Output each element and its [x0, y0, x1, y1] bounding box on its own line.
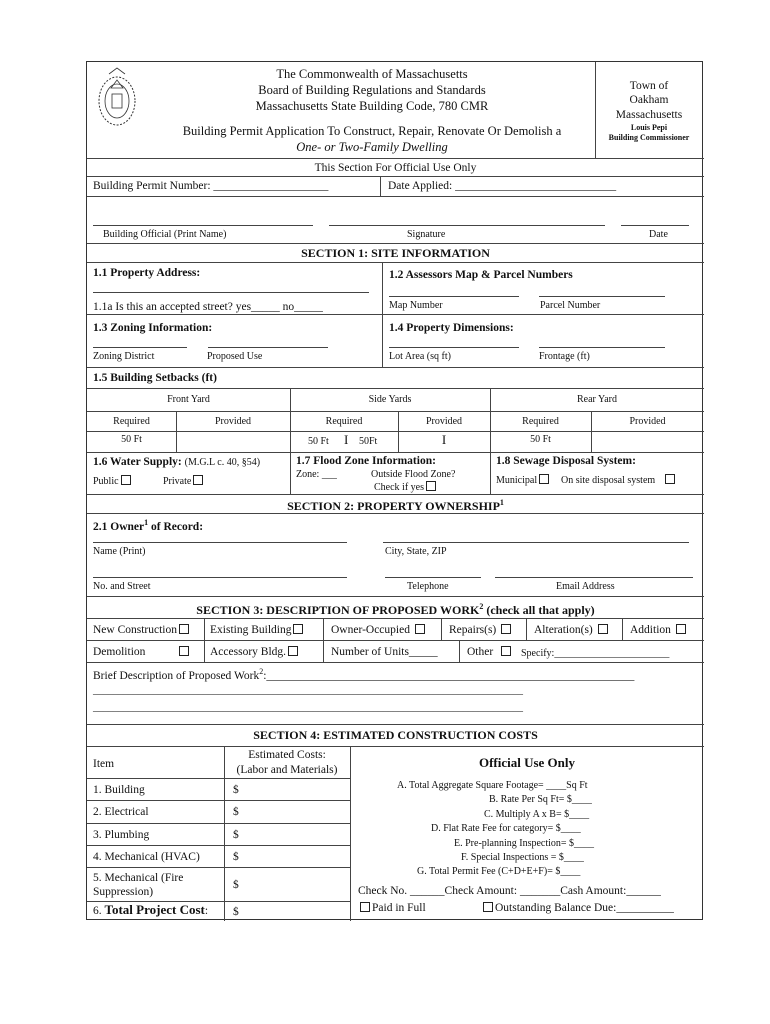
cost-item-electrical: 2. Electrical [93, 806, 149, 818]
owner-label: 2.1 Owner [93, 520, 145, 533]
side-required-value-2[interactable]: 50Ft [359, 436, 378, 447]
owner-name-line[interactable] [93, 542, 347, 543]
commissioner-title: Building Commissioner [608, 133, 690, 142]
demolition-option[interactable] [93, 645, 191, 659]
accepted-street-question[interactable]: 1.1a Is this an accepted street? yes_____ no_____ [93, 301, 323, 313]
repairs-option[interactable] [449, 623, 513, 637]
front-yard-label: Front Yard [167, 394, 210, 405]
town-line-3: Massachusetts [615, 109, 683, 121]
other-option[interactable] [467, 645, 513, 659]
municipal-label: Municipal [496, 475, 538, 486]
official-use-only-heading: Official Use Only [478, 755, 576, 770]
cost-item-total [93, 903, 208, 918]
onsite-option[interactable] [561, 474, 677, 488]
onsite-label: On site disposal system [561, 475, 656, 486]
dimensions-label: 1.4 Property Dimensions: [389, 322, 514, 334]
sewage-label: 1.8 Sewage Disposal System: [496, 455, 636, 467]
new-construction-label: New Construction [93, 624, 178, 636]
owner-of-record-label [93, 516, 203, 534]
owner-city-label: City, State, ZIP [385, 546, 447, 557]
description-line-2[interactable]: ______________________________________________________________________________________ [93, 685, 523, 696]
onsite-checkbox[interactable] [665, 474, 675, 484]
alterations-checkbox[interactable] [598, 624, 608, 634]
header-line-3: Massachusetts State Building Code, 780 CMR [255, 99, 489, 113]
side-yards-label: Side Yards [368, 394, 412, 405]
commonwealth-seal-icon [95, 66, 139, 128]
labor-materials-header: (Labor and Materials) [236, 764, 338, 776]
header-line-2: Board of Building Regulations and Standards [258, 83, 486, 97]
section4-heading: SECTION 4: ESTIMATED CONSTRUCTION COSTS [253, 728, 538, 742]
front-required-value[interactable]: 50 Ft [121, 434, 142, 445]
cost-item-plumbing: 3. Plumbing [93, 829, 150, 841]
addition-label: Addition [630, 624, 671, 636]
paid-in-full-label: Paid in Full [372, 902, 426, 914]
demolition-label: Demolition [93, 646, 146, 658]
cost-electrical-amount[interactable]: $ [233, 806, 239, 818]
addition-option[interactable] [630, 623, 688, 637]
check-amount-line[interactable]: Check No. ______Check Amount: _______Cash Amount:______ [358, 885, 661, 897]
permit-form [86, 61, 703, 920]
section3-title-end: (check all that apply) [483, 603, 595, 617]
owner-occupied-label: Owner-Occupied [331, 624, 410, 636]
zoning-district-label: Zoning District [93, 351, 155, 362]
alterations-option[interactable] [534, 623, 610, 637]
owner-street-line[interactable] [93, 577, 347, 578]
cost-item-hvac: 4. Mechanical (HVAC) [93, 851, 200, 863]
map-number-label: Map Number [389, 300, 443, 311]
official-signature-line[interactable] [329, 225, 605, 226]
front-provided-label: Provided [214, 416, 252, 427]
side-required-label: Required [325, 416, 363, 427]
side-provided-value[interactable]: I [441, 432, 447, 447]
permit-number-field[interactable]: Building Permit Number: ____________________ [93, 180, 329, 192]
owner-occupied-option[interactable] [331, 623, 427, 637]
section3-title: SECTION 3: DESCRIPTION OF PROPOSED WORK [196, 603, 480, 617]
owner-footnote: 1 [144, 518, 149, 527]
brief-description-field[interactable] [93, 665, 634, 683]
private-label: Private [163, 476, 192, 487]
calc-line-c: C. Multiply A x B= $____ [484, 809, 590, 820]
calc-line-b: B. Rate Per Sq Ft= $____ [489, 794, 592, 805]
est-costs-header: Estimated Costs: [248, 749, 326, 761]
total-label: Total Project Cost [104, 902, 205, 917]
new-construction-checkbox[interactable] [179, 624, 189, 634]
repairs-checkbox[interactable] [501, 624, 511, 634]
water-supply-label [93, 455, 260, 470]
frontage-label: Frontage (ft) [539, 351, 590, 362]
parcel-number-label: Parcel Number [540, 300, 601, 311]
owner-street-label: No. and Street [93, 581, 151, 592]
side-required-separator: I [344, 432, 349, 447]
calc-line-d: D. Flat Rate Fee for category= $____ [431, 823, 581, 834]
calc-line-g: G. Total Permit Fee (C+D+E+F)= $____ [417, 866, 581, 877]
outstanding-checkbox[interactable] [483, 902, 493, 912]
municipal-option[interactable] [496, 474, 551, 488]
owner-city-line[interactable] [383, 542, 689, 543]
item-header: Item [93, 758, 115, 770]
official-name-line[interactable] [93, 225, 313, 226]
lot-area-label: Lot Area (sq ft) [389, 351, 451, 362]
section1-heading: SECTION 1: SITE INFORMATION [301, 246, 490, 260]
section3-heading [87, 600, 704, 617]
flood-checkbox[interactable] [426, 481, 436, 491]
town-line-2: Oakham [629, 94, 669, 106]
repairs-label: Repairs(s) [449, 624, 497, 636]
zoning-district-line[interactable] [93, 347, 187, 348]
lot-area-line[interactable] [389, 347, 519, 348]
owner-occupied-checkbox[interactable] [415, 624, 425, 634]
existing-building-label: Existing Building [210, 624, 292, 636]
outstanding-option[interactable] [481, 901, 674, 915]
rear-provided-label: Provided [629, 416, 666, 427]
total-prefix: 6. [93, 905, 102, 917]
form-title: Building Permit Application To Construct, Repair, Renovate Or Demolish a [182, 124, 562, 138]
addition-checkbox[interactable] [676, 624, 686, 634]
specify-field[interactable]: Specify:_______________________ [521, 648, 670, 659]
rear-required-value[interactable]: 50 Ft [530, 434, 551, 445]
municipal-checkbox[interactable] [539, 474, 549, 484]
owner-name-label: Name (Print) [93, 546, 146, 557]
assessors-label: 1.2 Assessors Map & Parcel Numbers [389, 269, 573, 281]
private-option[interactable] [163, 475, 205, 489]
number-of-units-field[interactable]: Number of Units_____ [331, 646, 438, 658]
cost-building-amount[interactable]: $ [233, 784, 239, 796]
check-if-yes-label: Check if yes [374, 482, 424, 493]
town-line-1: Town of [629, 80, 669, 92]
signature-label: Signature [407, 229, 446, 240]
demolition-checkbox[interactable] [179, 646, 189, 656]
official-date-line[interactable] [621, 225, 689, 226]
cost-item-building: 1. Building [93, 784, 145, 796]
outside-flood-label: Outside Flood Zone? [371, 469, 456, 480]
proposed-use-label: Proposed Use [207, 351, 263, 362]
map-number-line[interactable] [389, 296, 519, 297]
front-required-label: Required [113, 416, 150, 427]
calc-line-e: E. Pre-planning Inspection= $____ [454, 838, 595, 849]
brief-footnote: 2 [259, 667, 264, 676]
commissioner-name: Louis Pepi [630, 123, 668, 132]
cost-fire-amount[interactable]: $ [233, 879, 239, 891]
brief-description-line: :________________________________________________________________ [263, 669, 635, 682]
section2-heading [87, 496, 704, 513]
official-name-label: Building Official (Print Name) [103, 229, 227, 240]
header-line-1: The Commonwealth of Massachusetts [276, 67, 468, 81]
official-use-heading: This Section For Official Use Only [314, 162, 477, 174]
existing-building-option[interactable] [210, 623, 305, 637]
side-provided-label: Provided [425, 416, 463, 427]
zoning-label: 1.3 Zoning Information: [93, 322, 213, 334]
public-checkbox[interactable] [121, 475, 131, 485]
brief-description-label: Brief Description of Proposed Work [93, 669, 260, 682]
side-required-value[interactable]: 50 Ft [308, 436, 329, 447]
accessory-label: Accessory Bldg. [210, 646, 287, 658]
section3-footnote: 2 [479, 602, 484, 611]
property-address-line[interactable] [93, 292, 369, 293]
water-supply-title: 1.6 Water Supply: [93, 456, 182, 468]
cost-item-fire-2: Suppression) [93, 886, 154, 898]
property-address-label: 1.1 Property Address: [93, 267, 201, 279]
accessory-checkbox[interactable] [288, 646, 298, 656]
owner-email-line[interactable] [495, 577, 693, 578]
water-supply-ref: (M.G.L c. 40, §54) [184, 457, 261, 468]
new-construction-option[interactable] [93, 623, 191, 637]
owner-telephone-label: Telephone [407, 581, 449, 592]
section2-title: SECTION 2: PROPERTY OWNERSHIP [287, 499, 500, 513]
frontage-line[interactable] [539, 347, 665, 348]
total-colon: : [204, 905, 209, 917]
date-label: Date [649, 229, 668, 240]
description-line-3[interactable]: ______________________________________________________________________________________ [93, 702, 523, 713]
cost-plumbing-amount[interactable]: $ [233, 829, 239, 841]
paid-in-full-checkbox[interactable] [360, 902, 370, 912]
rear-yard-label: Rear Yard [577, 394, 617, 405]
alterations-label: Alteration(s) [534, 624, 593, 636]
existing-building-checkbox[interactable] [293, 624, 303, 634]
accessory-option[interactable] [210, 645, 300, 659]
parcel-number-line[interactable] [539, 296, 665, 297]
check-if-yes-option[interactable] [374, 481, 438, 495]
paid-in-full-option[interactable] [358, 901, 426, 915]
other-checkbox[interactable] [501, 646, 511, 656]
public-label: Public [93, 476, 119, 487]
section2-footnote: 1 [499, 498, 504, 507]
calc-line-a: A. Total Aggregate Square Footage= ____Sq Ft [397, 780, 588, 791]
cost-hvac-amount[interactable]: $ [233, 851, 239, 863]
setbacks-label: 1.5 Building Setbacks (ft) [93, 372, 217, 384]
flood-zone-label: 1.7 Flood Zone Information: [296, 455, 436, 467]
outstanding-label: Outstanding Balance Due:__________ [495, 902, 674, 914]
cost-total-amount[interactable]: $ [233, 906, 239, 918]
cost-item-fire: 5. Mechanical (Fire [93, 872, 184, 884]
public-option[interactable] [93, 475, 133, 489]
calc-line-f: F. Special Inspections = $____ [461, 852, 584, 863]
owner-email-label: Email Address [556, 581, 615, 592]
rear-required-label: Required [522, 416, 559, 427]
date-applied-field[interactable]: Date Applied: ____________________________ [388, 180, 617, 192]
other-label: Other [467, 646, 494, 658]
form-subtitle: One- or Two-Family Dwelling [296, 140, 448, 154]
owner-label-end: of Record: [148, 520, 204, 533]
proposed-use-line[interactable] [208, 347, 328, 348]
owner-telephone-line[interactable] [385, 577, 481, 578]
flood-zone-field[interactable]: Zone: ___ [296, 469, 337, 480]
private-checkbox[interactable] [193, 475, 203, 485]
